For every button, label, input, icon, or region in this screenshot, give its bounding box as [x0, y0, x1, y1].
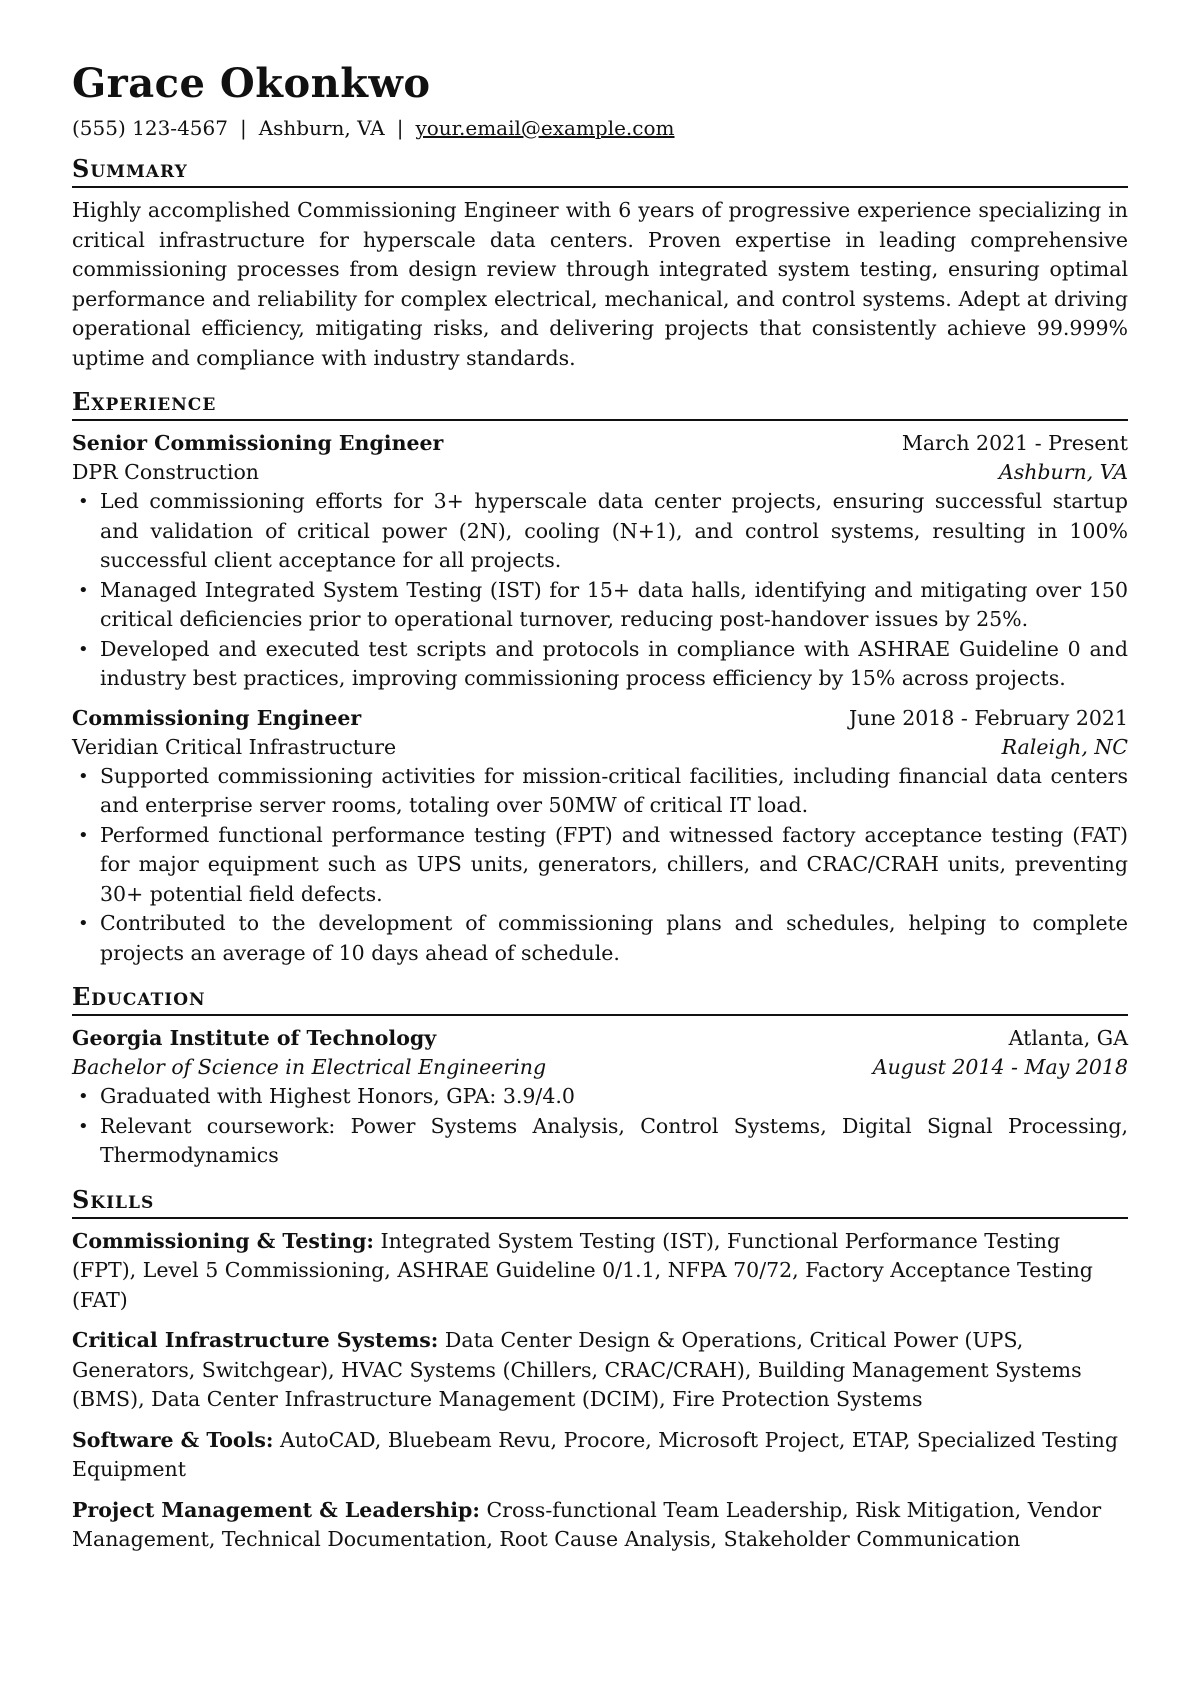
job-dates: March 2021 - Present — [901, 431, 1128, 455]
bullet-text: Performed functional performance testing (FPT) and witnessed factory acceptance testing (FAT) for major equipment such as UPS units, generators, chillers, and CRAC/CRAH units, preventing 30+ potential field defects. — [100, 822, 1128, 906]
job-entry — [72, 429, 1128, 694]
bullet-text: Supported commissioning activities for mission-critical facilities, including financial data centers and enterprise server rooms, totaling over 50MW of critical IT load. — [100, 763, 1128, 817]
bullet-icon: • — [78, 491, 89, 512]
job-role: Senior Commissioning Engineer — [72, 431, 444, 455]
job-dates: June 2018 - February 2021 — [848, 705, 1128, 730]
experience-section — [72, 387, 1128, 968]
bullet-item — [72, 762, 1128, 821]
bullet-item — [72, 909, 1128, 968]
skill-label: Commissioning & Testing: — [72, 1228, 374, 1253]
skill-label: Software & Tools: — [72, 1427, 274, 1452]
skill-items: Data Center Design & Operations, Critical Power (UPS, Generators, Switchgear), HVAC Systems (Chillers, CRAC/CRAH), Building Management Systems (BMS), Data Center Infrastructure Management (DCIM), Fire Protection Systems — [72, 1328, 1082, 1411]
skill-items: AutoCAD, Bluebeam Revu, Procore, Microsoft Project, ETAP, Specialized Testing Equipment — [72, 1427, 1118, 1481]
bullet-text: Managed Integrated System Testing (IST) for 15+ data halls, identifying and mitigating over 150 critical deficiencies prior to operational turnover, reducing post-handover issues by 25%. — [100, 577, 1128, 631]
skill-label: Project Management & Leadership: — [72, 1497, 480, 1522]
education-section — [72, 982, 1128, 1171]
bullet-item — [72, 487, 1128, 576]
bullet-icon: • — [78, 824, 89, 846]
summary-text: Highly accomplished Commissioning Engineer with 6 years of progressive experience specializing in critical infrastructure for hyperscale data centers. Proven expertise in leading comprehensive commissioning processes from design review through integrated system testing, ensuring optimal performance and reliability for complex electrical, mechanical, and control systems. Adept at driving operational efficiency, mitigating risks, and delivering projects that consistently achieve 99.999% uptime and compliance with industry standards. — [72, 198, 1128, 370]
bullet-icon: • — [78, 1115, 89, 1137]
contact-location: Ashburn, VA — [258, 116, 385, 140]
skill-group — [72, 1227, 1128, 1316]
candidate-name: Grace Okonkwo — [72, 60, 431, 107]
skill-group — [72, 1496, 1128, 1555]
separator: | — [239, 116, 247, 140]
job-bullets — [72, 762, 1128, 969]
skill-label: Critical Infrastructure Systems: — [72, 1328, 439, 1352]
job-entry — [72, 704, 1128, 969]
bullet-item — [72, 635, 1128, 694]
bullet-icon: • — [78, 1086, 89, 1107]
school-location: Atlanta, GA — [1008, 1026, 1128, 1050]
bullet-text: Contributed to the development of commissioning plans and schedules, helping to complete projects an average of 10 days ahead of schedule. — [100, 911, 1128, 965]
skill-group — [72, 1326, 1128, 1415]
bullet-item — [72, 821, 1128, 910]
bullet-text: Developed and executed test scripts and protocols in compliance with ASHRAE Guideline 0 and industry best practices, improving commissioning process efficiency by 15% across projects. — [100, 636, 1128, 690]
skills-section — [72, 1185, 1128, 1555]
bullet-icon: • — [78, 913, 89, 934]
contact-line — [72, 116, 1128, 140]
separator: | — [396, 116, 404, 140]
bullet-text: Relevant coursework: Power Systems Analysis, Control Systems, Digital Signal Processing, Thermodynamics — [100, 1113, 1128, 1167]
section-title: Summary — [72, 154, 1128, 188]
job-bullets — [72, 487, 1128, 694]
bullet-text: Graduated with Highest Honors, GPA: 3.9/4.0 — [100, 1084, 575, 1108]
bullet-item — [72, 1082, 1128, 1112]
phone-number: (555) 123-4567 — [72, 116, 228, 140]
job-role: Commissioning Engineer — [72, 705, 362, 730]
job-company: Veridian Critical Infrastructure — [72, 734, 397, 759]
bullet-text: Led commissioning efforts for 3+ hyperscale data center projects, ensuring successful startup and validation of critical power (2N), cooling (N+1), and control systems, resulting in 100% successful client acceptance for all projects. — [100, 489, 1128, 572]
section-title: Experience — [72, 387, 1128, 421]
job-location: Raleigh, NC — [1001, 734, 1128, 759]
bullet-icon: • — [78, 638, 89, 660]
section-title: Skills — [72, 1185, 1128, 1219]
email-link[interactable]: your.email@example.com — [415, 116, 675, 140]
bullet-icon: • — [78, 765, 89, 787]
job-location: Ashburn, VA — [998, 460, 1128, 484]
section-title: Education — [72, 982, 1128, 1016]
skill-group — [72, 1426, 1128, 1485]
skill-items: Integrated System Testing (IST), Functional Performance Testing (FPT), Level 5 Commissioning, ASHRAE Guideline 0/1.1, NFPA 70/72, Factory Acceptance Testing (FAT) — [72, 1228, 1093, 1312]
school-name: Georgia Institute of Technology — [72, 1026, 437, 1050]
bullet-item — [72, 576, 1128, 635]
job-company: DPR Construction — [72, 460, 259, 484]
summary-section — [72, 154, 1128, 373]
bullet-icon: • — [78, 579, 89, 601]
resume-page — [72, 60, 1128, 1566]
bullet-item — [72, 1112, 1128, 1171]
education-bullets — [72, 1082, 1128, 1171]
degree: Bachelor of Science in Electrical Engineering — [72, 1055, 547, 1079]
skill-items: Cross-functional Team Leadership, Risk Mitigation, Vendor Management, Technical Documentation, Root Cause Analysis, Stakeholder Communication — [72, 1497, 1102, 1551]
education-dates: August 2014 - May 2018 — [872, 1055, 1128, 1079]
